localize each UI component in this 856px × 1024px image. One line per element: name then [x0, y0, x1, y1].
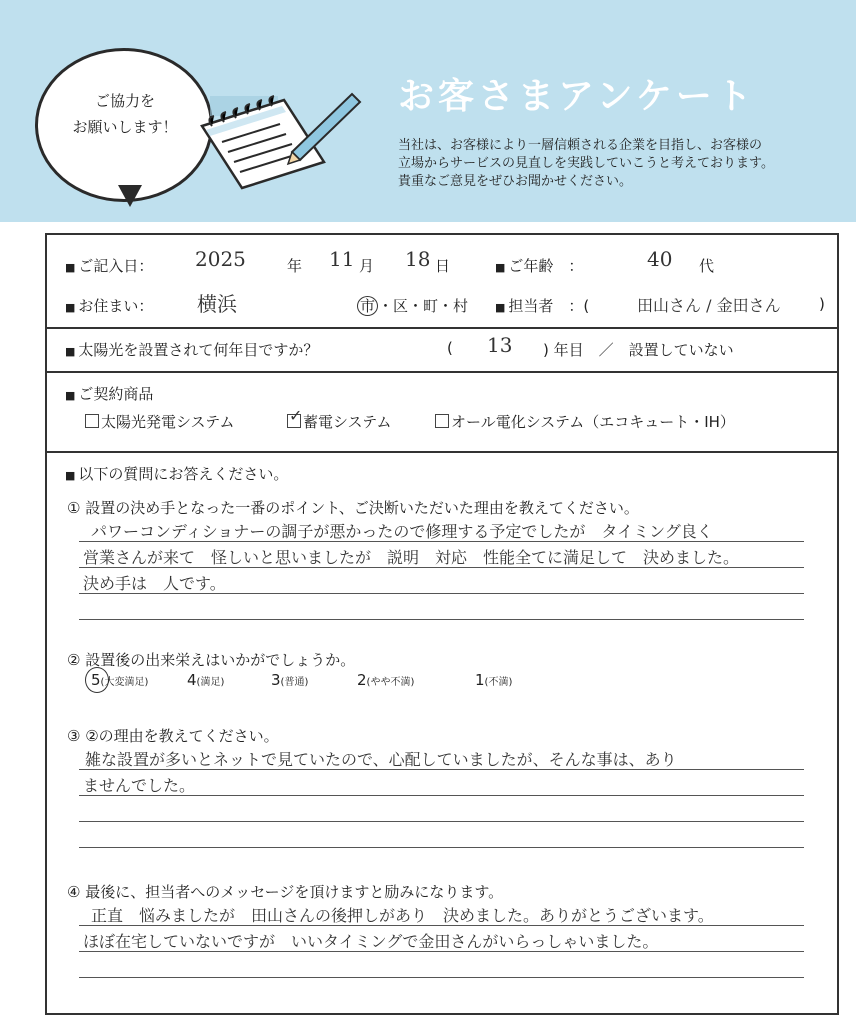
header-banner	[0, 0, 856, 222]
answer-line	[79, 567, 804, 568]
staff-close: )	[819, 295, 825, 313]
question-4: ④ 最後に、担当者へのメッセージを頂けますと励みになります。	[67, 883, 504, 901]
notepad-pencil-icon	[192, 90, 372, 190]
years-section	[47, 327, 837, 373]
year-unit: 年	[287, 257, 303, 275]
question-3: ③ ②の理由を教えてください。	[67, 727, 279, 745]
answer-line	[79, 925, 804, 926]
bubble-line-2: お願いします！	[72, 118, 178, 136]
age-value[interactable]: 40	[647, 247, 673, 271]
address-unit-city: 市	[357, 296, 378, 316]
day-unit: 日	[435, 257, 451, 275]
intro-line-3: 貴重なご意見をぜひお聞かせください。	[398, 174, 633, 189]
rating-1[interactable]: 1(不満)	[475, 671, 513, 689]
year-value[interactable]: 2025	[195, 247, 246, 271]
bubble-line-1: ご協力を	[94, 92, 155, 110]
rating-3[interactable]: 3(普通)	[271, 671, 309, 689]
product-battery-checkbox[interactable]	[287, 406, 303, 428]
address-value[interactable]: 横浜	[197, 292, 237, 316]
answer-line	[79, 951, 804, 952]
staff-label: ■ 担当者 ：(	[495, 297, 590, 315]
answer-line	[79, 619, 804, 620]
q1-answer-line-2[interactable]: 営業さんが来て 怪しいと思いましたが 説明 対応 性能全てに満足して 決めました。	[83, 548, 740, 567]
month-unit: 月	[359, 257, 375, 275]
age-unit: 代	[699, 257, 715, 275]
answer-line	[79, 847, 804, 848]
rating-5[interactable]: 5(大変満足)	[91, 671, 149, 689]
products-label: ■ ご契約商品	[65, 385, 154, 403]
question-1: ① 設置の決め手となった一番のポイント、ご決断いただいた理由を教えてください。	[67, 499, 639, 517]
product-solar-option[interactable]: 太陽光発電システム	[85, 411, 235, 432]
basic-info-section	[47, 235, 837, 329]
years-value[interactable]: 13	[487, 333, 513, 357]
day-value[interactable]: 18	[405, 247, 431, 271]
product-solar-checkbox[interactable]	[85, 414, 99, 428]
month-value[interactable]: 11	[329, 247, 355, 271]
q1-answer-line-1[interactable]: パワーコンディショナーの調子が悪かったので修理する予定でしたが タイミング良く	[91, 522, 713, 541]
intro-line-1: 当社は、お客様により一層信頼される企業を目指し、お客様の	[398, 138, 763, 153]
answer-line	[79, 821, 804, 822]
questions-intro: ■ 以下の質問にお答えください。	[65, 465, 289, 483]
survey-form	[45, 233, 839, 1015]
address-unit-rest: ・区・町・村	[378, 297, 469, 315]
answer-line	[79, 593, 804, 594]
product-all-electric-option[interactable]: オール電化システム（エコキュート・IH）	[435, 411, 735, 432]
product-battery-option[interactable]: ✓ 蓄電システム	[289, 406, 392, 431]
answer-line	[79, 541, 804, 542]
answer-line	[79, 769, 804, 770]
question-2: ② 設置後の出来栄えはいかがでしょうか。	[67, 651, 356, 669]
date-label: ■ ご記入日：	[65, 257, 154, 275]
intro-line-2: 立場からサービスの見直しを実践していこうと考えております。	[398, 156, 774, 171]
q4-answer-line-2[interactable]: ほぼ在宅していないですが いいタイミングで金田さんがいらっしゃいました。	[83, 932, 659, 951]
answer-line	[79, 977, 804, 978]
rating-4[interactable]: 4(満足)	[187, 671, 225, 689]
address-label: ■ お住まい：	[65, 297, 154, 315]
age-label: ■ ご年齢 ：	[495, 257, 584, 275]
q3-answer-line-1[interactable]: 雑な設置が多いとネットで見ていたので、心配していましたが、そんな事は、あり	[85, 750, 677, 769]
speech-bubble-text	[60, 88, 190, 140]
intro-text	[398, 137, 848, 191]
years-close: ) 年目 ／ 設置していない	[543, 341, 734, 359]
answer-line	[79, 795, 804, 796]
years-open: (	[447, 339, 453, 357]
page-title: お客さまアンケート	[398, 76, 756, 117]
check-mark-icon: ✓	[289, 406, 303, 425]
rating-2[interactable]: 2(やや不満)	[357, 671, 415, 689]
products-section	[47, 371, 837, 453]
product-all-electric-checkbox[interactable]	[435, 414, 449, 428]
q3-answer-line-2[interactable]: ませんでした。	[83, 776, 196, 795]
years-question: ■ 太陽光を設置されて何年目ですか？	[65, 341, 319, 359]
staff-value[interactable]: 田山さん / 金田さん	[637, 296, 781, 315]
q1-answer-line-3[interactable]: 決め手は 人です。	[83, 574, 226, 593]
address-units	[357, 295, 468, 316]
speech-bubble-tail	[118, 185, 142, 207]
q4-answer-line-1[interactable]: 正直 悩みましたが 田山さんの後押しがあり 決めました。ありがとうございます。	[91, 906, 714, 925]
